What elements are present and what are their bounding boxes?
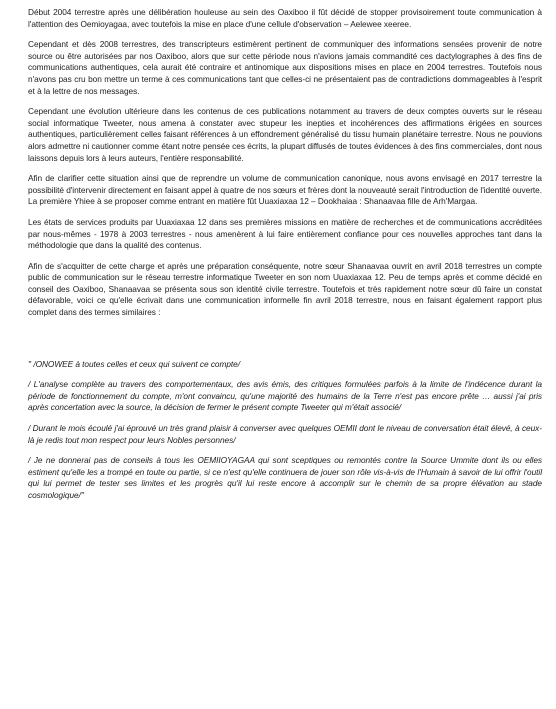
spacer — [28, 370, 542, 379]
spacer — [28, 164, 542, 173]
spacer — [28, 30, 542, 39]
quote-onowee: '' /ONOWEE à toutes celles et ceux qui suivent ce compte/ — [28, 358, 240, 369]
paragraph-clarifier: Afin de clarifier cette situation ainsi que de reprendre un volume de communication canonique, nous avons envisagé en 2017 terrestre la possibilité d'intervenir directement en faisant appel à quatre de nos sœurs et frères dont la nouveauté serait l'introduction de l'identité ouverte. La première Yhiee à se proposer comme entrant en matière fût Uuaxiaxaa 12 – Dookhaiaa : Shanaavaa fille de Arh'Margaa. — [28, 173, 542, 207]
paragraph-etats-services: Les états de services produits par Uuaxiaxaa 12 dans ses premières missions en matière de recherches et de communications accréditées par nous-mêmes - 1978 à 2003 terrestres - nous amenèrent à lui faire entièrement confiance pour ces nouvelles approches tant dans la méthodologie que dans la qualité des contenus. — [28, 216, 542, 251]
spacer — [28, 97, 542, 106]
paragraph-evolution: Cependant une évolution ultérieure dans les contenus de ces publications notamment au travers de deux comptes ouverts sur le réseau social informatique Tweeter, nous amena à constater avec stupeur les inepties et incohérences des affirmations érigées en sources authentiques, particulièrement celles faisant références à un effondrement généralisé du tissu humain planétaire terrestre. Nous ne pouvions alors admettre ni cautionner comme étant notre pensée ces écrits, la plupart diffusés de toutes évidences à des fins commerciales, dont nous laissons depuis lors à leurs auteurs, l'entière responsabilité. — [28, 106, 542, 163]
paragraph-transcripteurs: Cependant et dès 2008 terrestres, des transcripteurs estimèrent pertinent de communiquer des informations sensées provenir de notre source ou être autorisées par nos Oaxiboo, alors que sur cette période nous n'avions jamais commandité ces dactylographes à des fins de communications authentiques, cela aurait été contraire et antinomique aux dispositions mises en place en 2004 terrestres. Toutefois nous n'avons pas cru bon mettre un terme à ces communications tant que celles-ci ne présentaient pas de contradictions dommageables à l'esprit et à la lettre de nos messages. — [28, 39, 542, 96]
quote-mois-ecoule: / Durant le mois écoulé j'ai éprouvé un très grand plaisir à converser avec quelques OEMII dont le niveau de conversation était élevé, à ceux-là je redis tout mon respect pour leurs Nobles personnes/ — [28, 423, 542, 445]
quote-analyse: / L'analyse complète au travers des comportementaux, des avis émis, des critiques formulées parfois à la limite de l'indécence durant la période de fonctionnement du compte, m'ont convaincu, qu'une majorité des humains de la Terre n'est pas encore prête … aussi j'ai pris après concertation avec la source, la décision de fermer le présent compte Tweeter qui m'était associé/ — [28, 379, 542, 413]
spacer — [28, 414, 542, 423]
paragraph-acquitter: Afin de s'acquitter de cette charge et après une préparation conséquente, notre sœur Shanaavaa ouvrit en avril 2018 terrestres un compte public de communication sur le réseau terrestre informatique Tweeter en son nom Uuaxiaxaa 12. Peu de temps après et comme décidé en conseil des Oaxiboo, Shanaavaa se présenta sous son identité civile terrestre. Toutefois et très rapidement notre sœur dû faire un constat défavorable, voici ce qu'elle écrivait dans une communication informelle fin avril 2018 terrestre, nous en faisant également rapport plus complet dans des termes similaires : — [28, 260, 542, 318]
spacer — [28, 319, 542, 359]
spacer — [28, 446, 542, 455]
spacer — [28, 252, 542, 261]
quote-conseils: / Je ne donnerai pas de conseils à tous les OEMIIOYAGAA qui sont sceptiques ou remontés contre la Source Ummite dont ils ou elles estiment qu'elle les a trompé en toute ou partie, si ce n'est qu'elle continuera de jouer son rôle vis-à-vis de l'Humain à savoir de lui offrir l'outil qui lui permet de tester ses limites et les progrès qu'il lui reste encore à accomplir sur le chemin de sa propre élévation au stade cosmologique/'' — [28, 455, 542, 500]
paragraph-intro: Début 2004 terrestre après une délibération houleuse au sein des Oaxiboo il fût décidé de stopper provisoirement toute communication à l'attention des Oemioyagaa, avec toutefois la mise en place d'une cellule d'observation – Aelewee xeeree. — [28, 7, 542, 29]
spacer — [28, 208, 542, 217]
